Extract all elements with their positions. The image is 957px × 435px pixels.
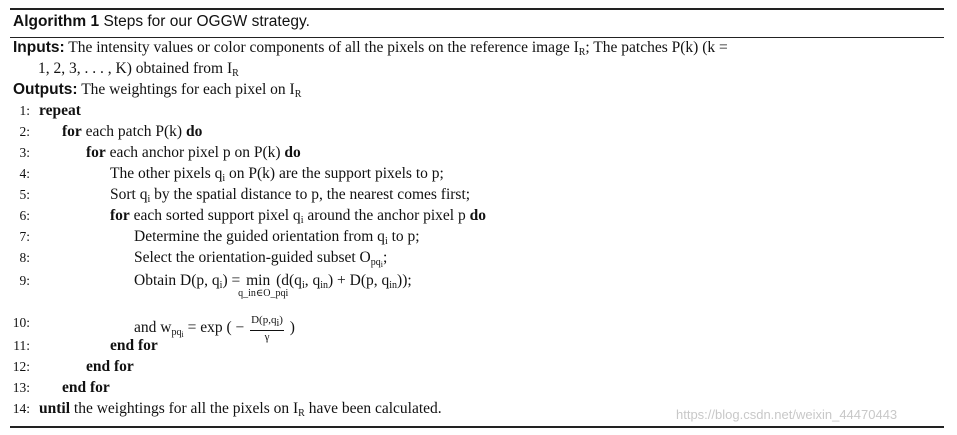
step-number: 10: xyxy=(12,315,30,330)
step-text: around the anchor pixel p xyxy=(303,207,466,224)
bottom-rule xyxy=(10,426,944,428)
subscript: pq xyxy=(171,327,182,339)
step-text: each sorted support pixel q xyxy=(133,207,301,224)
subscript: in xyxy=(389,280,398,291)
step-text: each anchor pixel p on P(k) xyxy=(109,144,281,161)
step-text: to p; xyxy=(387,228,420,245)
step-text: have been calculated. xyxy=(304,400,442,417)
numerator-text: D(p,q xyxy=(251,314,277,326)
step-text: the weightings for all the pixels on I xyxy=(73,400,299,417)
keyword-end-for: end for xyxy=(86,358,134,375)
subscript: pq xyxy=(370,257,381,268)
fraction xyxy=(250,314,284,343)
sub-subscript: i xyxy=(181,330,184,340)
numerator-end: ) xyxy=(279,314,283,326)
step-text: ) + D(p, q xyxy=(328,272,390,289)
step-number: 7: xyxy=(19,229,30,244)
min-subscript: q_in∈O_pqi xyxy=(238,288,289,299)
header-rule xyxy=(10,37,944,38)
subscript: i xyxy=(219,280,223,291)
watermark: https://blog.csdn.net/weixin_44470443 xyxy=(676,407,898,422)
inputs-text-3: 1, 2, 3, . . . , K) obtained from I xyxy=(38,60,233,77)
keyword-do: do xyxy=(284,144,301,161)
step-text: )); xyxy=(397,272,412,289)
inputs-label: Inputs: xyxy=(13,39,65,56)
step-text: each patch P(k) xyxy=(85,123,183,140)
fraction-numerator xyxy=(250,314,284,331)
step-number: 1: xyxy=(19,103,30,118)
outputs-sub: R xyxy=(294,89,302,100)
step-text: , q xyxy=(304,272,321,289)
step-text: ) xyxy=(289,319,295,337)
step-number: 4: xyxy=(19,166,30,181)
outputs-text: The weightings for each pixel on I xyxy=(81,81,295,98)
step-text: Determine the guided orientation from q xyxy=(134,228,385,245)
keyword-for: for xyxy=(110,207,130,224)
step-number: 14: xyxy=(12,401,30,416)
subscript: i xyxy=(384,236,388,247)
subscript: i xyxy=(147,194,151,205)
step-text: Sort q xyxy=(110,186,148,203)
keyword-end-for: end for xyxy=(62,379,110,396)
keyword-and: and xyxy=(134,319,157,337)
subscript: i xyxy=(300,215,304,226)
step-text: w xyxy=(160,319,172,337)
keyword-do: do xyxy=(469,207,486,224)
step-number: 12: xyxy=(12,359,30,374)
inputs-line-1 xyxy=(13,39,728,58)
keyword-for: for xyxy=(62,123,82,140)
subscript: in xyxy=(320,280,328,291)
algorithm-caption: Steps for our OGGW strategy. xyxy=(103,13,310,30)
step-text: Obtain D(p, q xyxy=(134,272,220,289)
subscript: R xyxy=(298,408,305,419)
step-text: (d(q xyxy=(276,272,302,289)
inputs-line-2 xyxy=(38,60,239,79)
subscript: i xyxy=(222,173,226,184)
step-number: 2: xyxy=(19,124,30,139)
step-text: by the spatial distance to p, the nearest comes first; xyxy=(150,186,471,203)
outputs-line xyxy=(13,81,301,100)
algorithm-label: Algorithm 1 xyxy=(13,13,100,30)
subscript: i xyxy=(301,280,305,291)
step-number: 6: xyxy=(19,208,30,223)
step-number: 3: xyxy=(19,145,30,160)
step-number: 5: xyxy=(19,187,30,202)
step-number: 8: xyxy=(19,250,30,265)
step-number: 13: xyxy=(12,380,30,395)
inputs-sub-1: R xyxy=(578,47,586,58)
fraction-denominator: γ xyxy=(264,331,270,343)
step-number: 9: xyxy=(19,273,30,288)
step-text: The other pixels q xyxy=(110,165,223,182)
keyword-repeat: repeat xyxy=(39,102,81,119)
top-rule xyxy=(10,8,944,10)
algorithm-title xyxy=(13,13,310,31)
outputs-label: Outputs: xyxy=(13,81,78,98)
step-text: Select the orientation-guided subset O xyxy=(134,249,371,266)
sub-subscript: i xyxy=(380,260,383,269)
keyword-until: until xyxy=(39,400,71,417)
step-number: 11: xyxy=(13,338,30,353)
step-text: ; xyxy=(382,249,388,266)
inputs-text-1: The intensity values or color components of all the pixels on the reference image I xyxy=(68,39,579,56)
min-label: min xyxy=(246,272,271,289)
subscript: i xyxy=(276,318,280,329)
step-text: on P(k) are the support pixels to p; xyxy=(225,165,444,182)
keyword-end-for: end for xyxy=(110,337,158,354)
step-text: ) = xyxy=(222,272,245,289)
inputs-text-2: ; The patches P(k) (k = xyxy=(585,39,728,56)
inputs-sub-3: R xyxy=(232,68,239,79)
keyword-do: do xyxy=(185,123,203,140)
step-text: = exp ( − xyxy=(183,319,249,337)
keyword-for: for xyxy=(86,144,106,161)
